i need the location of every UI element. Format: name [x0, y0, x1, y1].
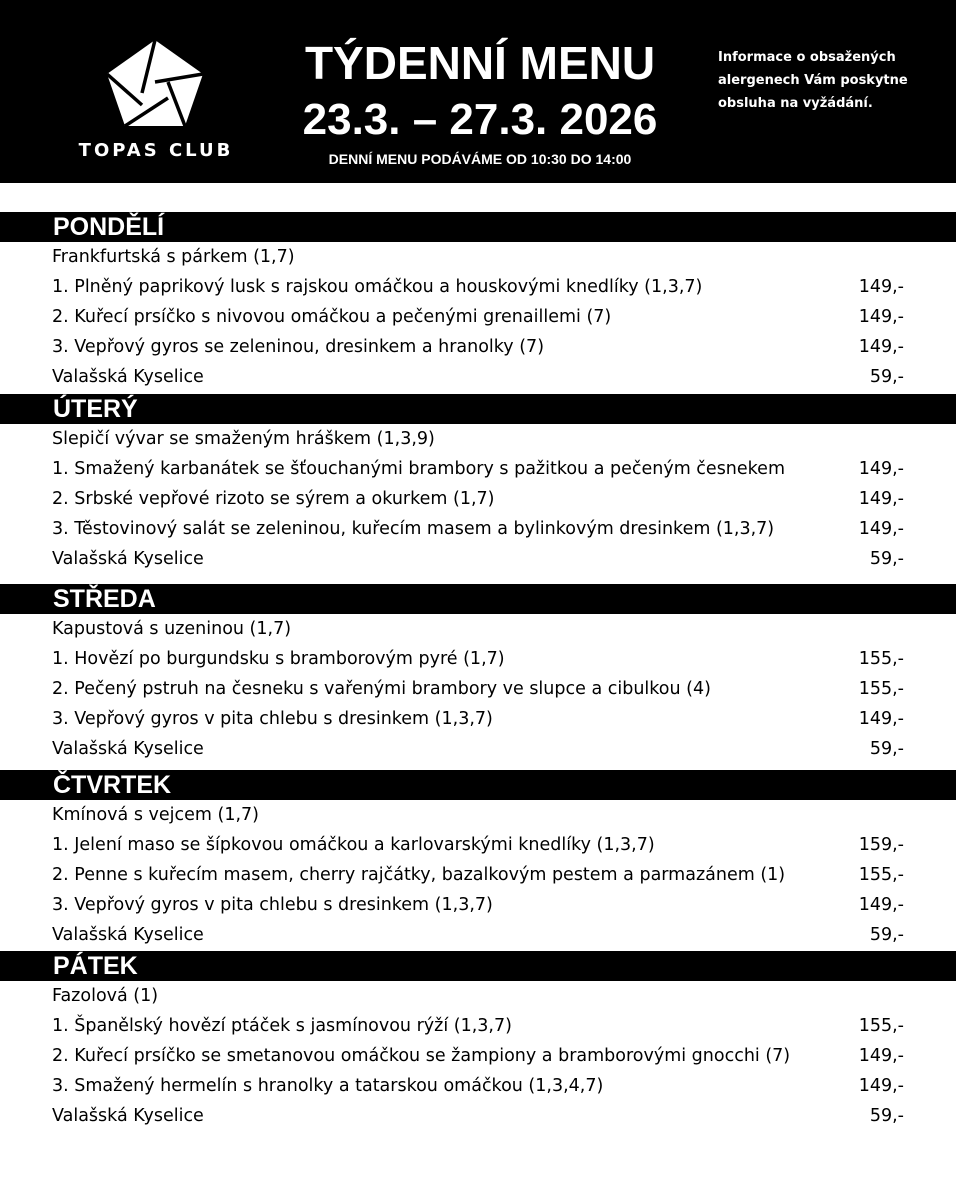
soup-row: [0, 981, 956, 1011]
brand-name: TOPAS CLUB: [78, 140, 234, 161]
dish-name: 1. Smažený karbanátek se šťouchanými brambory s pažitkou a pečeným česnekem: [52, 459, 785, 479]
dish-name: 1. Jelení maso se šípkovou omáčkou a karlovarskými knedlíky (1,3,7): [52, 835, 655, 855]
allergen-line: obsluha na vyžádání.: [718, 96, 873, 111]
dish-name: Valašská Kyselice: [52, 739, 204, 759]
dish-price: 59,-: [869, 925, 904, 945]
soup-name: Fazolová (1): [52, 986, 159, 1006]
dish-name: 1. Španělský hovězí ptáček s jasmínovou rýží (1,3,7): [52, 1016, 512, 1036]
dish-name: 2. Pečený pstruh na česneku s vařenými brambory ve slupce a cibulkou (4): [52, 679, 711, 699]
dish-row: [0, 704, 956, 734]
dish-row: [0, 860, 956, 890]
pentagon-star-logo-icon: [100, 38, 210, 128]
dish-name: 3. Vepřový gyros se zeleninou, dresinkem a hranolky (7): [52, 337, 545, 357]
dish-name: 3. Vepřový gyros v pita chlebu s dresinkem (1,3,7): [52, 709, 493, 729]
dish-name: Valašská Kyselice: [52, 1106, 204, 1126]
allergen-line: Informace o obsažených: [718, 50, 896, 65]
dish-row: [0, 362, 956, 392]
soup-name: Kmínová s vejcem (1,7): [52, 805, 259, 825]
dish-price: 149,-: [858, 489, 904, 509]
soup-row: [0, 800, 956, 830]
day-heading: PÁTEK: [0, 951, 956, 981]
allergen-notice: [718, 46, 938, 115]
dish-price: 149,-: [858, 519, 904, 539]
day-heading: ÚTERÝ: [0, 394, 956, 424]
soup-row: [0, 614, 956, 644]
dish-price: 149,-: [858, 459, 904, 479]
dish-name: 3. Vepřový gyros v pita chlebu s dresinkem (1,3,7): [52, 895, 493, 915]
dish-name: Valašská Kyselice: [52, 367, 204, 387]
dish-name: Valašská Kyselice: [52, 925, 204, 945]
dish-row: [0, 830, 956, 860]
dish-row: [0, 890, 956, 920]
dish-row: [0, 332, 956, 362]
menu-dates: 23.3. – 27.3. 2026: [302, 95, 658, 144]
dish-name: 2. Srbské vepřové rizoto se sýrem a okurkem (1,7): [52, 489, 495, 509]
dish-price: 149,-: [858, 1076, 904, 1096]
dish-price: 59,-: [869, 549, 904, 569]
dish-row: [0, 920, 956, 950]
day-section-tuesday: [0, 394, 956, 574]
dish-name: 3. Těstovinový salát se zeleninou, kuřecím masem a bylinkovým dresinkem (1,3,7): [52, 519, 775, 539]
dish-row: [0, 1011, 956, 1041]
dish-price: 149,-: [858, 895, 904, 915]
dish-price: 159,-: [858, 835, 904, 855]
dish-name: 1. Plněný paprikový lusk s rajskou omáčkou a houskovými knedlíky (1,3,7): [52, 277, 703, 297]
dish-row: [0, 302, 956, 332]
day-heading: PONDĚLÍ: [0, 212, 956, 242]
dish-row: [0, 484, 956, 514]
menu-header: [0, 0, 956, 183]
dish-price: 59,-: [869, 739, 904, 759]
dish-price: 149,-: [858, 1046, 904, 1066]
dish-price: 149,-: [858, 709, 904, 729]
serving-hours: DENNÍ MENU PODÁVÁME OD 10:30 DO 14:00: [328, 151, 632, 167]
dish-row: [0, 674, 956, 704]
dish-price: 155,-: [858, 649, 904, 669]
dish-price: 149,-: [858, 307, 904, 327]
allergen-line: alergenech Vám poskytne: [718, 73, 908, 88]
dish-row: [0, 1041, 956, 1071]
dish-price: 59,-: [869, 1106, 904, 1126]
dish-row: [0, 644, 956, 674]
dish-price: 59,-: [869, 367, 904, 387]
dish-price: 155,-: [858, 865, 904, 885]
dish-row: [0, 514, 956, 544]
dish-price: 155,-: [858, 679, 904, 699]
soup-name: Slepičí vývar se smaženým hráškem (1,3,9): [52, 429, 435, 449]
dish-row: [0, 734, 956, 764]
soup-row: [0, 242, 956, 272]
dish-price: 149,-: [858, 337, 904, 357]
dish-name: 2. Kuřecí prsíčko se smetanovou omáčkou se žampiony a bramborovými gnocchi (7): [52, 1046, 791, 1066]
page-title: TÝDENNÍ MENU: [304, 37, 656, 89]
dish-row: [0, 454, 956, 484]
day-section-wednesday: [0, 584, 956, 764]
dish-price: 149,-: [858, 277, 904, 297]
day-section-thursday: [0, 770, 956, 950]
dish-row: [0, 544, 956, 574]
dish-price: 155,-: [858, 1016, 904, 1036]
dish-row: [0, 1101, 956, 1131]
dish-name: Valašská Kyselice: [52, 549, 204, 569]
dish-name: 1. Hovězí po burgundsku s bramborovým pyré (1,7): [52, 649, 505, 669]
dish-row: [0, 1071, 956, 1101]
soup-row: [0, 424, 956, 454]
day-section-friday: [0, 951, 956, 1131]
dish-name: 2. Kuřecí prsíčko s nivovou omáčkou a pečenými grenaillemi (7): [52, 307, 612, 327]
dish-name: 2. Penne s kuřecím masem, cherry rajčátky, bazalkovým pestem a parmazánem (1): [52, 865, 786, 885]
day-section-monday: [0, 212, 956, 392]
soup-name: Kapustová s uzeninou (1,7): [52, 619, 292, 639]
day-heading: STŘEDA: [0, 584, 956, 614]
soup-name: Frankfurtská s párkem (1,7): [52, 247, 295, 267]
dish-name: 3. Smažený hermelín s hranolky a tatarskou omáčkou (1,3,4,7): [52, 1076, 604, 1096]
day-heading: ČTVRTEK: [0, 770, 956, 800]
dish-row: [0, 272, 956, 302]
